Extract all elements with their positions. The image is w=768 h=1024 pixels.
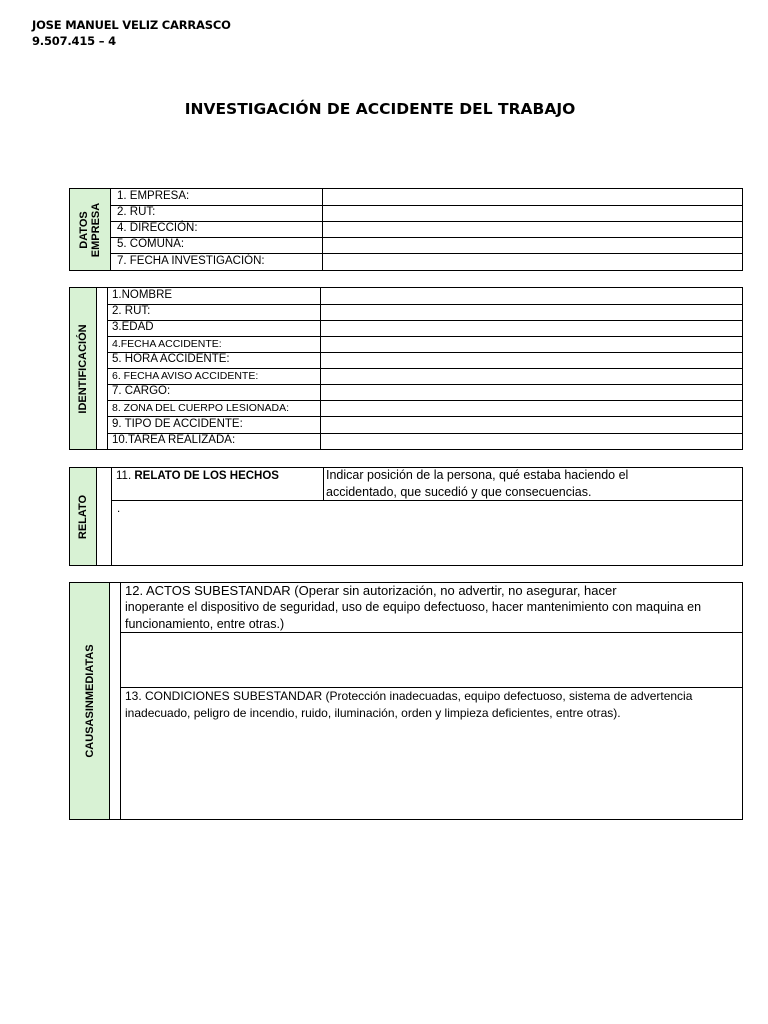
- author-id: 9.507.415 – 4: [32, 34, 116, 48]
- zona-cuerpo-row-label: 8. ZONA DEL CUERPO LESIONADA:: [112, 402, 289, 414]
- comuna-row-label: 5. COMUNA:: [117, 238, 185, 250]
- identificacion-side-label: IDENTIFICACIÓN: [70, 288, 97, 449]
- author-name: JOSE MANUEL VELIZ CARRASCO: [32, 18, 231, 32]
- edad-row-label: 3.EDAD: [112, 321, 154, 333]
- causas-side-label: CAUSASINMEDIATAS: [70, 583, 110, 819]
- relato-body: .: [117, 503, 121, 515]
- fecha-investigacion-row-label: 7. FECHA INVESTIGACIÓN:: [117, 255, 265, 267]
- datos-label-line1: DATOS: [78, 210, 90, 249]
- nombre-row-label: 1.NOMBRE: [112, 289, 173, 301]
- rut-row-label: 2. RUT:: [112, 305, 151, 317]
- relato-instruction: Indicar posición de la persona, qué estaba haciendo el accidentado, que sucedió y que consecuencias.: [326, 468, 629, 499]
- cargo-row-label: 7. CARGO:: [112, 385, 171, 397]
- page-title: INVESTIGACIÓN DE ACCIDENTE DEL TRABAJO: [184, 100, 576, 118]
- identificacion-table: [69, 287, 743, 450]
- fecha-accidente-row-label: 4.FECHA ACCIDENTE:: [112, 338, 222, 350]
- condiciones-title: 13. CONDICIONES SUBESTANDAR: [125, 689, 323, 703]
- relato-num: 11.: [116, 470, 132, 482]
- actos-line1: 12. ACTOS SUBESTANDAR (Operar sin autorización, no advertir, no asegurar, hacer: [125, 583, 617, 598]
- relato-heading-text: RELATO DE LOS HECHOS: [134, 470, 279, 482]
- relato-side-label: RELATO: [70, 468, 97, 565]
- datos-label-line2: EMPRESA: [90, 202, 102, 257]
- relato-table: [69, 467, 743, 566]
- hora-accidente-row-label: 5. HORA ACCIDENTE:: [112, 353, 230, 365]
- rut-empresa-row-label: 2. RUT:: [117, 206, 156, 218]
- actos-subestandar-text: [125, 582, 739, 633]
- datos-empresa-side-label: [70, 189, 111, 270]
- condiciones-subestandar-text: [125, 688, 739, 722]
- causas-table: [69, 582, 743, 820]
- fecha-aviso-row-label: 6. FECHA AVISO ACCIDENTE:: [112, 370, 259, 382]
- empresa-row-label: 1. EMPRESA:: [117, 190, 190, 202]
- datos-empresa-table: [69, 188, 743, 271]
- tipo-accidente-row-label: 9. TIPO DE ACCIDENTE:: [112, 418, 243, 430]
- condiciones-desc: (Protección inadecuadas, equipo defectuoso, sistema de advertencia inadecuado, peligro de incendio, ruido, iluminación, orden y limpieza deficientes, entre otras).: [125, 689, 693, 720]
- actos-line2: inoperante el dispositivo de seguridad, uso de equipo defectuoso, hacer mantenimiento con maquina en funcionamiento, entre otras.): [125, 600, 702, 631]
- direccion-row-label: 4. DIRECCIÓN:: [117, 222, 198, 234]
- tarea-realizada-row-label: 10.TAREA REALIZADA:: [112, 434, 236, 446]
- relato-heading: [116, 469, 279, 483]
